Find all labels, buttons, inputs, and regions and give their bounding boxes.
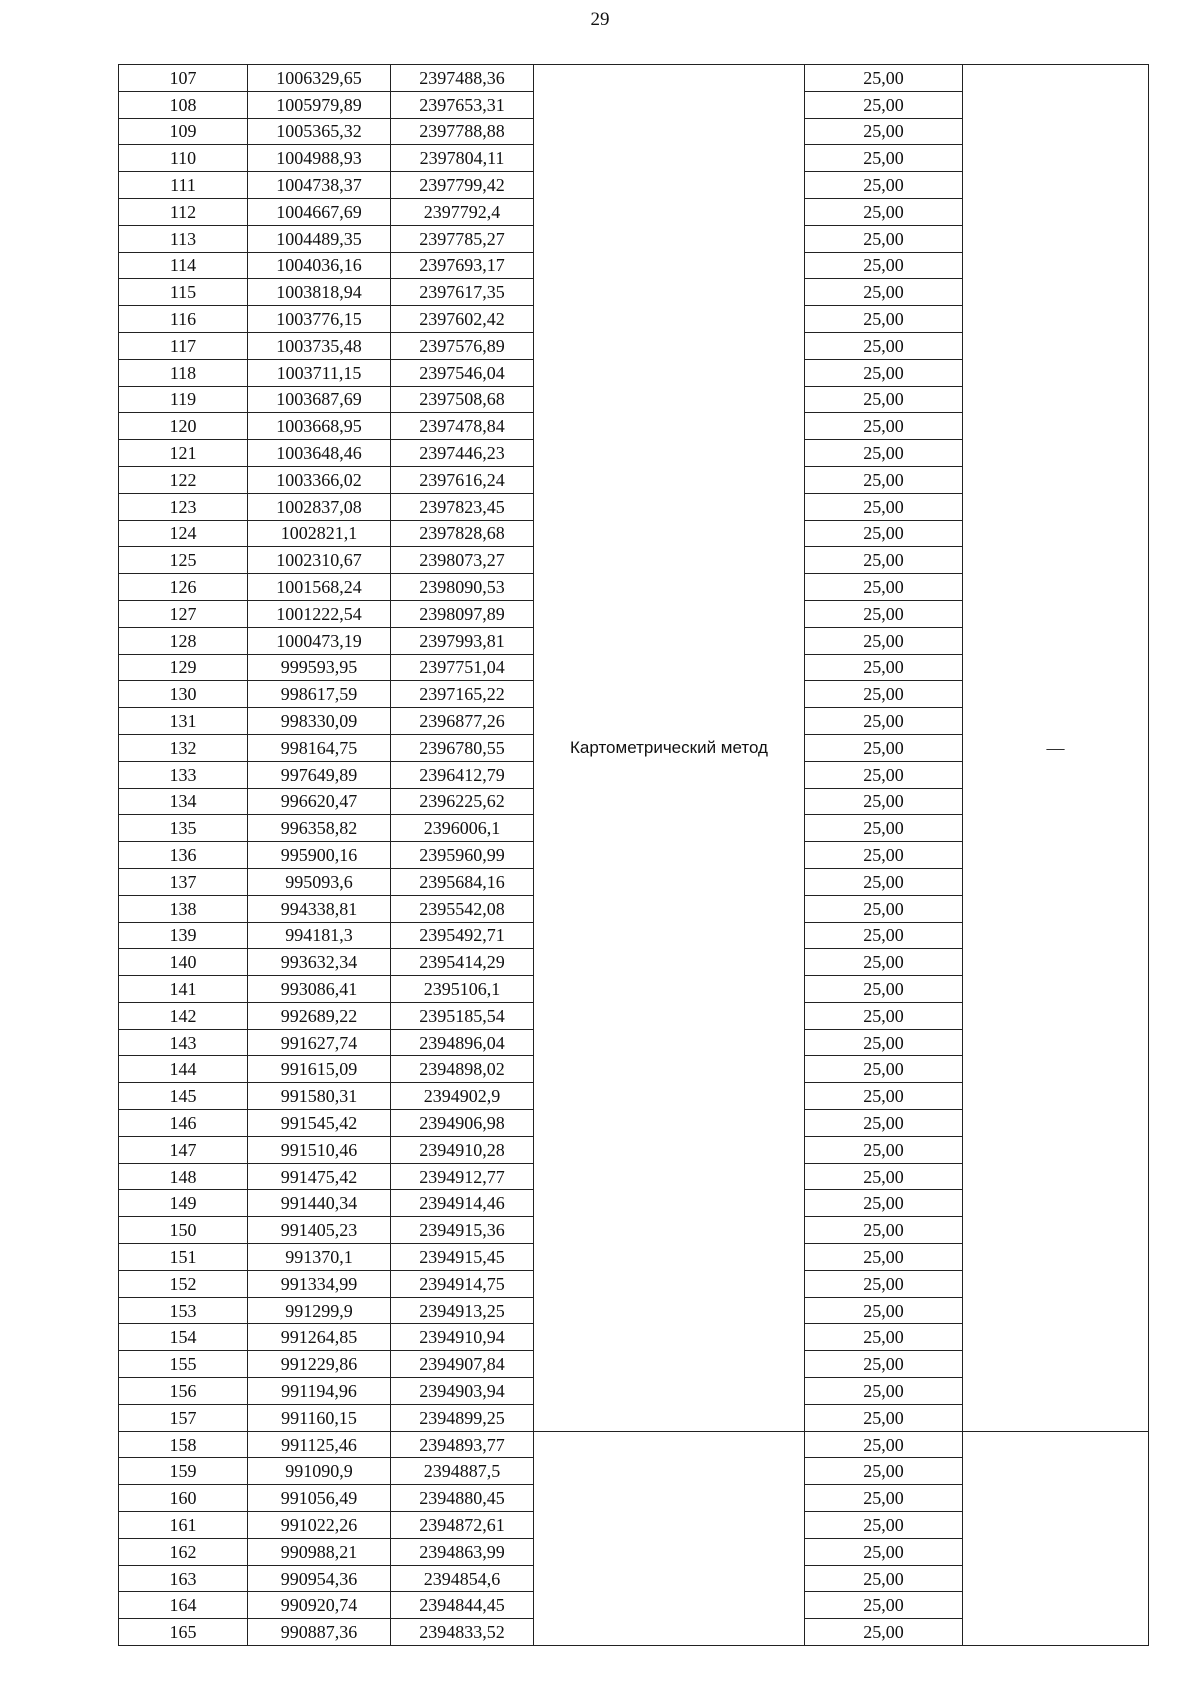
point-number-cell: 121 bbox=[119, 440, 248, 467]
x-coordinate-cell: 991370,1 bbox=[248, 1244, 391, 1271]
accuracy-cell: 25,00 bbox=[805, 1190, 963, 1217]
y-coordinate-cell: 2394854,6 bbox=[391, 1565, 534, 1592]
point-number-cell: 115 bbox=[119, 279, 248, 306]
y-coordinate-cell: 2397792,4 bbox=[391, 198, 534, 225]
accuracy-cell: 25,00 bbox=[805, 145, 963, 172]
point-number-cell: 132 bbox=[119, 734, 248, 761]
method-cell: Картометрический метод bbox=[534, 65, 805, 1432]
y-coordinate-cell: 2396006,1 bbox=[391, 815, 534, 842]
point-number-cell: 122 bbox=[119, 466, 248, 493]
y-coordinate-cell: 2395106,1 bbox=[391, 976, 534, 1003]
x-coordinate-cell: 1003668,95 bbox=[248, 413, 391, 440]
note-dash-cell: — bbox=[963, 65, 1149, 1432]
y-coordinate-cell: 2394899,25 bbox=[391, 1404, 534, 1431]
point-number-cell: 161 bbox=[119, 1512, 248, 1539]
point-number-cell: 156 bbox=[119, 1378, 248, 1405]
point-number-cell: 144 bbox=[119, 1056, 248, 1083]
y-coordinate-cell: 2394903,94 bbox=[391, 1378, 534, 1405]
point-number-cell: 145 bbox=[119, 1083, 248, 1110]
y-coordinate-cell: 2394880,45 bbox=[391, 1485, 534, 1512]
accuracy-cell: 25,00 bbox=[805, 842, 963, 869]
accuracy-cell: 25,00 bbox=[805, 761, 963, 788]
point-number-cell: 141 bbox=[119, 976, 248, 1003]
x-coordinate-cell: 995900,16 bbox=[248, 842, 391, 869]
accuracy-cell: 25,00 bbox=[805, 91, 963, 118]
point-number-cell: 133 bbox=[119, 761, 248, 788]
point-number-cell: 157 bbox=[119, 1404, 248, 1431]
y-coordinate-cell: 2394844,45 bbox=[391, 1592, 534, 1619]
y-coordinate-cell: 2394902,9 bbox=[391, 1083, 534, 1110]
point-number-cell: 108 bbox=[119, 91, 248, 118]
x-coordinate-cell: 1006329,65 bbox=[248, 65, 391, 92]
y-coordinate-cell: 2398097,89 bbox=[391, 600, 534, 627]
accuracy-cell: 25,00 bbox=[805, 1538, 963, 1565]
y-coordinate-cell: 2395492,71 bbox=[391, 922, 534, 949]
page-number: 29 bbox=[590, 9, 610, 30]
y-coordinate-cell: 2397785,27 bbox=[391, 225, 534, 252]
y-coordinate-cell: 2394833,52 bbox=[391, 1619, 534, 1646]
y-coordinate-cell: 2397993,81 bbox=[391, 627, 534, 654]
point-number-cell: 165 bbox=[119, 1619, 248, 1646]
accuracy-cell: 25,00 bbox=[805, 252, 963, 279]
accuracy-cell: 25,00 bbox=[805, 1297, 963, 1324]
y-coordinate-cell: 2394914,46 bbox=[391, 1190, 534, 1217]
accuracy-cell: 25,00 bbox=[805, 1565, 963, 1592]
accuracy-cell: 25,00 bbox=[805, 118, 963, 145]
x-coordinate-cell: 1001222,54 bbox=[248, 600, 391, 627]
y-coordinate-cell: 2394863,99 bbox=[391, 1538, 534, 1565]
y-coordinate-cell: 2397617,35 bbox=[391, 279, 534, 306]
accuracy-cell: 25,00 bbox=[805, 520, 963, 547]
x-coordinate-cell: 991229,86 bbox=[248, 1351, 391, 1378]
point-number-cell: 136 bbox=[119, 842, 248, 869]
x-coordinate-cell: 992689,22 bbox=[248, 1002, 391, 1029]
x-coordinate-cell: 991580,31 bbox=[248, 1083, 391, 1110]
point-number-cell: 142 bbox=[119, 1002, 248, 1029]
x-coordinate-cell: 991056,49 bbox=[248, 1485, 391, 1512]
x-coordinate-cell: 1003776,15 bbox=[248, 306, 391, 333]
point-number-cell: 139 bbox=[119, 922, 248, 949]
x-coordinate-cell: 1004667,69 bbox=[248, 198, 391, 225]
accuracy-cell: 25,00 bbox=[805, 734, 963, 761]
accuracy-cell: 25,00 bbox=[805, 65, 963, 92]
accuracy-cell: 25,00 bbox=[805, 359, 963, 386]
accuracy-cell: 25,00 bbox=[805, 922, 963, 949]
point-number-cell: 159 bbox=[119, 1458, 248, 1485]
y-coordinate-cell: 2397828,68 bbox=[391, 520, 534, 547]
x-coordinate-cell: 999593,95 bbox=[248, 654, 391, 681]
x-coordinate-cell: 998617,59 bbox=[248, 681, 391, 708]
accuracy-cell: 25,00 bbox=[805, 1324, 963, 1351]
y-coordinate-cell: 2397546,04 bbox=[391, 359, 534, 386]
accuracy-cell: 25,00 bbox=[805, 895, 963, 922]
point-number-cell: 158 bbox=[119, 1431, 248, 1458]
y-coordinate-cell: 2397488,36 bbox=[391, 65, 534, 92]
y-coordinate-cell: 2394906,98 bbox=[391, 1110, 534, 1137]
x-coordinate-cell: 994181,3 bbox=[248, 922, 391, 949]
y-coordinate-cell: 2397788,88 bbox=[391, 118, 534, 145]
accuracy-cell: 25,00 bbox=[805, 815, 963, 842]
y-coordinate-cell: 2394872,61 bbox=[391, 1512, 534, 1539]
coordinates-table bbox=[118, 64, 1149, 1646]
y-coordinate-cell: 2394915,45 bbox=[391, 1244, 534, 1271]
point-number-cell: 130 bbox=[119, 681, 248, 708]
point-number-cell: 116 bbox=[119, 306, 248, 333]
point-number-cell: 163 bbox=[119, 1565, 248, 1592]
point-number-cell: 160 bbox=[119, 1485, 248, 1512]
x-coordinate-cell: 998330,09 bbox=[248, 708, 391, 735]
point-number-cell: 114 bbox=[119, 252, 248, 279]
x-coordinate-cell: 991627,74 bbox=[248, 1029, 391, 1056]
accuracy-cell: 25,00 bbox=[805, 1512, 963, 1539]
accuracy-cell: 25,00 bbox=[805, 386, 963, 413]
y-coordinate-cell: 2397616,24 bbox=[391, 466, 534, 493]
method-cell-empty bbox=[534, 1431, 805, 1645]
x-coordinate-cell: 991334,99 bbox=[248, 1270, 391, 1297]
y-coordinate-cell: 2394913,25 bbox=[391, 1297, 534, 1324]
x-coordinate-cell: 1004489,35 bbox=[248, 225, 391, 252]
y-coordinate-cell: 2394896,04 bbox=[391, 1029, 534, 1056]
x-coordinate-cell: 993086,41 bbox=[248, 976, 391, 1003]
point-number-cell: 109 bbox=[119, 118, 248, 145]
y-coordinate-cell: 2395414,29 bbox=[391, 949, 534, 976]
accuracy-cell: 25,00 bbox=[805, 1592, 963, 1619]
x-coordinate-cell: 996358,82 bbox=[248, 815, 391, 842]
accuracy-cell: 25,00 bbox=[805, 198, 963, 225]
point-number-cell: 164 bbox=[119, 1592, 248, 1619]
point-number-cell: 123 bbox=[119, 493, 248, 520]
y-coordinate-cell: 2398073,27 bbox=[391, 547, 534, 574]
coordinates-table-body bbox=[119, 65, 1149, 1646]
accuracy-cell: 25,00 bbox=[805, 1002, 963, 1029]
x-coordinate-cell: 991264,85 bbox=[248, 1324, 391, 1351]
y-coordinate-cell: 2397823,45 bbox=[391, 493, 534, 520]
x-coordinate-cell: 1003687,69 bbox=[248, 386, 391, 413]
point-number-cell: 124 bbox=[119, 520, 248, 547]
accuracy-cell: 25,00 bbox=[805, 547, 963, 574]
y-coordinate-cell: 2395542,08 bbox=[391, 895, 534, 922]
point-number-cell: 117 bbox=[119, 332, 248, 359]
y-coordinate-cell: 2396877,26 bbox=[391, 708, 534, 735]
accuracy-cell: 25,00 bbox=[805, 413, 963, 440]
point-number-cell: 152 bbox=[119, 1270, 248, 1297]
x-coordinate-cell: 998164,75 bbox=[248, 734, 391, 761]
point-number-cell: 162 bbox=[119, 1538, 248, 1565]
accuracy-cell: 25,00 bbox=[805, 306, 963, 333]
accuracy-cell: 25,00 bbox=[805, 1485, 963, 1512]
x-coordinate-cell: 1003648,46 bbox=[248, 440, 391, 467]
x-coordinate-cell: 997649,89 bbox=[248, 761, 391, 788]
point-number-cell: 107 bbox=[119, 65, 248, 92]
x-coordinate-cell: 1000473,19 bbox=[248, 627, 391, 654]
point-number-cell: 154 bbox=[119, 1324, 248, 1351]
point-number-cell: 111 bbox=[119, 172, 248, 199]
accuracy-cell: 25,00 bbox=[805, 627, 963, 654]
x-coordinate-cell: 1003818,94 bbox=[248, 279, 391, 306]
y-coordinate-cell: 2394887,5 bbox=[391, 1458, 534, 1485]
point-number-cell: 147 bbox=[119, 1136, 248, 1163]
accuracy-cell: 25,00 bbox=[805, 574, 963, 601]
y-coordinate-cell: 2397653,31 bbox=[391, 91, 534, 118]
x-coordinate-cell: 1005979,89 bbox=[248, 91, 391, 118]
y-coordinate-cell: 2395684,16 bbox=[391, 868, 534, 895]
point-number-cell: 138 bbox=[119, 895, 248, 922]
point-number-cell: 149 bbox=[119, 1190, 248, 1217]
point-number-cell: 118 bbox=[119, 359, 248, 386]
y-coordinate-cell: 2397751,04 bbox=[391, 654, 534, 681]
x-coordinate-cell: 1002837,08 bbox=[248, 493, 391, 520]
x-coordinate-cell: 991475,42 bbox=[248, 1163, 391, 1190]
y-coordinate-cell: 2397804,11 bbox=[391, 145, 534, 172]
accuracy-cell: 25,00 bbox=[805, 654, 963, 681]
point-number-cell: 120 bbox=[119, 413, 248, 440]
x-coordinate-cell: 990988,21 bbox=[248, 1538, 391, 1565]
y-coordinate-cell: 2396225,62 bbox=[391, 788, 534, 815]
table-row bbox=[119, 1431, 1149, 1458]
accuracy-cell: 25,00 bbox=[805, 1270, 963, 1297]
x-coordinate-cell: 996620,47 bbox=[248, 788, 391, 815]
y-coordinate-cell: 2397602,42 bbox=[391, 306, 534, 333]
x-coordinate-cell: 991405,23 bbox=[248, 1217, 391, 1244]
accuracy-cell: 25,00 bbox=[805, 976, 963, 1003]
y-coordinate-cell: 2398090,53 bbox=[391, 574, 534, 601]
accuracy-cell: 25,00 bbox=[805, 1619, 963, 1646]
y-coordinate-cell: 2394898,02 bbox=[391, 1056, 534, 1083]
x-coordinate-cell: 1001568,24 bbox=[248, 574, 391, 601]
note-cell-empty bbox=[963, 1431, 1149, 1645]
x-coordinate-cell: 1003735,48 bbox=[248, 332, 391, 359]
accuracy-cell: 25,00 bbox=[805, 332, 963, 359]
point-number-cell: 112 bbox=[119, 198, 248, 225]
y-coordinate-cell: 2395960,99 bbox=[391, 842, 534, 869]
accuracy-cell: 25,00 bbox=[805, 1083, 963, 1110]
x-coordinate-cell: 991022,26 bbox=[248, 1512, 391, 1539]
y-coordinate-cell: 2394907,84 bbox=[391, 1351, 534, 1378]
x-coordinate-cell: 990954,36 bbox=[248, 1565, 391, 1592]
accuracy-cell: 25,00 bbox=[805, 466, 963, 493]
point-number-cell: 119 bbox=[119, 386, 248, 413]
y-coordinate-cell: 2394914,75 bbox=[391, 1270, 534, 1297]
x-coordinate-cell: 991160,15 bbox=[248, 1404, 391, 1431]
y-coordinate-cell: 2397478,84 bbox=[391, 413, 534, 440]
accuracy-cell: 25,00 bbox=[805, 681, 963, 708]
accuracy-cell: 25,00 bbox=[805, 1110, 963, 1137]
x-coordinate-cell: 991194,96 bbox=[248, 1378, 391, 1405]
y-coordinate-cell: 2394912,77 bbox=[391, 1163, 534, 1190]
x-coordinate-cell: 1003366,02 bbox=[248, 466, 391, 493]
y-coordinate-cell: 2397693,17 bbox=[391, 252, 534, 279]
accuracy-cell: 25,00 bbox=[805, 1404, 963, 1431]
point-number-cell: 150 bbox=[119, 1217, 248, 1244]
accuracy-cell: 25,00 bbox=[805, 1163, 963, 1190]
point-number-cell: 148 bbox=[119, 1163, 248, 1190]
accuracy-cell: 25,00 bbox=[805, 172, 963, 199]
point-number-cell: 140 bbox=[119, 949, 248, 976]
y-coordinate-cell: 2394910,28 bbox=[391, 1136, 534, 1163]
point-number-cell: 143 bbox=[119, 1029, 248, 1056]
point-number-cell: 134 bbox=[119, 788, 248, 815]
accuracy-cell: 25,00 bbox=[805, 1378, 963, 1405]
point-number-cell: 137 bbox=[119, 868, 248, 895]
accuracy-cell: 25,00 bbox=[805, 1431, 963, 1458]
x-coordinate-cell: 990887,36 bbox=[248, 1619, 391, 1646]
point-number-cell: 155 bbox=[119, 1351, 248, 1378]
point-number-cell: 129 bbox=[119, 654, 248, 681]
y-coordinate-cell: 2394915,36 bbox=[391, 1217, 534, 1244]
point-number-cell: 128 bbox=[119, 627, 248, 654]
x-coordinate-cell: 1003711,15 bbox=[248, 359, 391, 386]
y-coordinate-cell: 2394910,94 bbox=[391, 1324, 534, 1351]
y-coordinate-cell: 2396780,55 bbox=[391, 734, 534, 761]
x-coordinate-cell: 991545,42 bbox=[248, 1110, 391, 1137]
point-number-cell: 131 bbox=[119, 708, 248, 735]
point-number-cell: 135 bbox=[119, 815, 248, 842]
y-coordinate-cell: 2395185,54 bbox=[391, 1002, 534, 1029]
point-number-cell: 126 bbox=[119, 574, 248, 601]
accuracy-cell: 25,00 bbox=[805, 1136, 963, 1163]
y-coordinate-cell: 2397165,22 bbox=[391, 681, 534, 708]
accuracy-cell: 25,00 bbox=[805, 493, 963, 520]
accuracy-cell: 25,00 bbox=[805, 1056, 963, 1083]
y-coordinate-cell: 2397446,23 bbox=[391, 440, 534, 467]
point-number-cell: 113 bbox=[119, 225, 248, 252]
x-coordinate-cell: 994338,81 bbox=[248, 895, 391, 922]
table-row bbox=[119, 65, 1149, 92]
x-coordinate-cell: 993632,34 bbox=[248, 949, 391, 976]
x-coordinate-cell: 1002821,1 bbox=[248, 520, 391, 547]
x-coordinate-cell: 991299,9 bbox=[248, 1297, 391, 1324]
x-coordinate-cell: 1004036,16 bbox=[248, 252, 391, 279]
x-coordinate-cell: 1005365,32 bbox=[248, 118, 391, 145]
accuracy-cell: 25,00 bbox=[805, 1244, 963, 1271]
x-coordinate-cell: 991125,46 bbox=[248, 1431, 391, 1458]
y-coordinate-cell: 2397799,42 bbox=[391, 172, 534, 199]
point-number-cell: 153 bbox=[119, 1297, 248, 1324]
accuracy-cell: 25,00 bbox=[805, 600, 963, 627]
x-coordinate-cell: 991090,9 bbox=[248, 1458, 391, 1485]
accuracy-cell: 25,00 bbox=[805, 788, 963, 815]
accuracy-cell: 25,00 bbox=[805, 868, 963, 895]
accuracy-cell: 25,00 bbox=[805, 440, 963, 467]
x-coordinate-cell: 1004738,37 bbox=[248, 172, 391, 199]
point-number-cell: 146 bbox=[119, 1110, 248, 1137]
point-number-cell: 151 bbox=[119, 1244, 248, 1271]
y-coordinate-cell: 2397508,68 bbox=[391, 386, 534, 413]
accuracy-cell: 25,00 bbox=[805, 949, 963, 976]
y-coordinate-cell: 2396412,79 bbox=[391, 761, 534, 788]
point-number-cell: 127 bbox=[119, 600, 248, 627]
y-coordinate-cell: 2397576,89 bbox=[391, 332, 534, 359]
x-coordinate-cell: 995093,6 bbox=[248, 868, 391, 895]
accuracy-cell: 25,00 bbox=[805, 225, 963, 252]
x-coordinate-cell: 990920,74 bbox=[248, 1592, 391, 1619]
accuracy-cell: 25,00 bbox=[805, 708, 963, 735]
point-number-cell: 110 bbox=[119, 145, 248, 172]
x-coordinate-cell: 1002310,67 bbox=[248, 547, 391, 574]
accuracy-cell: 25,00 bbox=[805, 1217, 963, 1244]
x-coordinate-cell: 1004988,93 bbox=[248, 145, 391, 172]
accuracy-cell: 25,00 bbox=[805, 1029, 963, 1056]
accuracy-cell: 25,00 bbox=[805, 1351, 963, 1378]
x-coordinate-cell: 991440,34 bbox=[248, 1190, 391, 1217]
y-coordinate-cell: 2394893,77 bbox=[391, 1431, 534, 1458]
accuracy-cell: 25,00 bbox=[805, 279, 963, 306]
point-number-cell: 125 bbox=[119, 547, 248, 574]
x-coordinate-cell: 991615,09 bbox=[248, 1056, 391, 1083]
accuracy-cell: 25,00 bbox=[805, 1458, 963, 1485]
x-coordinate-cell: 991510,46 bbox=[248, 1136, 391, 1163]
